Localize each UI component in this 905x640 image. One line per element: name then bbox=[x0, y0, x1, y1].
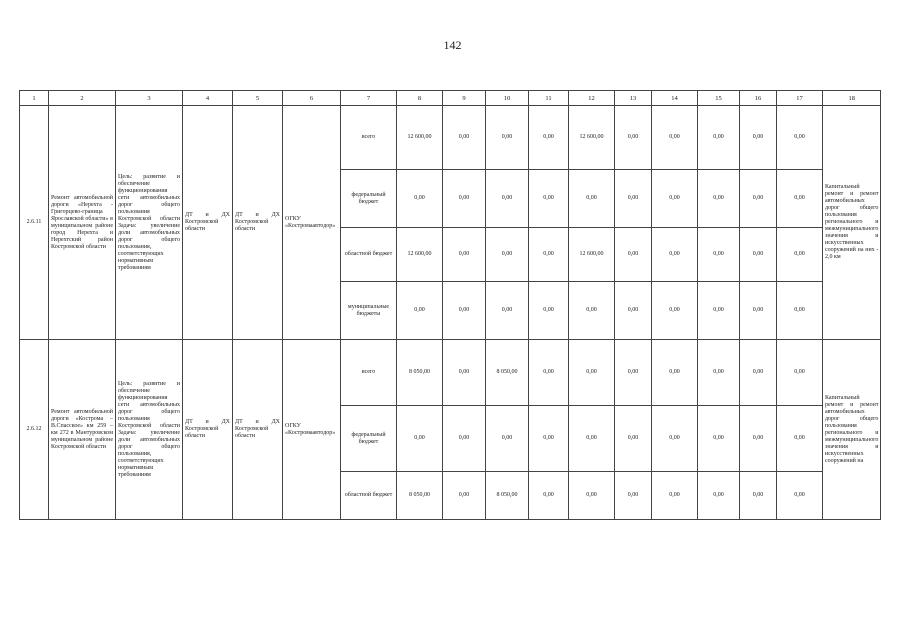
table-row bbox=[20, 340, 881, 406]
header-cell: 13 bbox=[615, 91, 652, 106]
expected-result: Капитальный ремонт и ремонт автомобильных дорог общего пользования регионального и межмуниципального значения и искусственных сооружений на bbox=[823, 340, 881, 520]
expected-result: Капитальный ремонт и ремонт автомобильных дорог общего пользования регионального и межмуниципального значения и искусственных сооружений на них - 2,0 км bbox=[823, 106, 881, 340]
value-cell: 0,00 bbox=[615, 406, 652, 472]
page-number: 142 bbox=[443, 38, 462, 52]
funding-source: федеральный бюджет bbox=[341, 406, 397, 472]
value-cell: 0,00 bbox=[569, 472, 615, 520]
value-cell: 0,00 bbox=[740, 340, 777, 406]
value-cell: 0,00 bbox=[777, 406, 823, 472]
value-cell: 0,00 bbox=[615, 228, 652, 282]
header-cell: 14 bbox=[652, 91, 698, 106]
value-cell: 8 050,00 bbox=[397, 472, 443, 520]
value-cell: 0,00 bbox=[740, 106, 777, 170]
value-cell: 0,00 bbox=[698, 106, 740, 170]
event-name: Ремонт автомобильной дороги «Кострома – В.Спасское» км 259 – км 272 в Мантуровском муниципальном районе Костромской области bbox=[49, 340, 116, 520]
table-row bbox=[20, 106, 881, 170]
header-cell: 10 bbox=[486, 91, 529, 106]
value-cell: 0,00 bbox=[652, 228, 698, 282]
program-table bbox=[19, 90, 881, 520]
header-cell: 9 bbox=[443, 91, 486, 106]
value-cell: 0,00 bbox=[652, 472, 698, 520]
funding-source: областной бюджет bbox=[341, 228, 397, 282]
participant: ОГКУ «Костромаавтодор» bbox=[283, 106, 341, 340]
co-executor: ДТ и ДХ Костромской области bbox=[233, 340, 283, 520]
value-cell: 0,00 bbox=[740, 472, 777, 520]
value-cell: 0,00 bbox=[529, 282, 569, 340]
value-cell: 0,00 bbox=[443, 472, 486, 520]
header-cell: 1 bbox=[20, 91, 49, 106]
value-cell: 0,00 bbox=[443, 340, 486, 406]
co-executor: ДТ и ДХ Костромской области bbox=[233, 106, 283, 340]
value-cell: 0,00 bbox=[740, 282, 777, 340]
header-cell: 17 bbox=[777, 91, 823, 106]
header-cell: 16 bbox=[740, 91, 777, 106]
value-cell: 0,00 bbox=[652, 170, 698, 228]
value-cell: 0,00 bbox=[486, 282, 529, 340]
value-cell: 0,00 bbox=[529, 228, 569, 282]
value-cell: 0,00 bbox=[777, 472, 823, 520]
value-cell: 0,00 bbox=[615, 282, 652, 340]
value-cell: 0,00 bbox=[777, 170, 823, 228]
funding-source: всего bbox=[341, 340, 397, 406]
responsible-executor: ДТ и ДХ Костромской области bbox=[183, 340, 233, 520]
value-cell: 8 050,00 bbox=[397, 340, 443, 406]
value-cell: 0,00 bbox=[698, 406, 740, 472]
funding-source: всего bbox=[341, 106, 397, 170]
value-cell: 0,00 bbox=[652, 282, 698, 340]
row-code: 2.6.12 bbox=[20, 340, 49, 520]
value-cell: 0,00 bbox=[740, 228, 777, 282]
value-cell: 0,00 bbox=[740, 406, 777, 472]
value-cell: 0,00 bbox=[698, 228, 740, 282]
value-cell: 0,00 bbox=[529, 406, 569, 472]
value-cell: 0,00 bbox=[777, 106, 823, 170]
value-cell: 0,00 bbox=[569, 406, 615, 472]
value-cell: 0,00 bbox=[397, 170, 443, 228]
value-cell: 0,00 bbox=[569, 170, 615, 228]
value-cell: 0,00 bbox=[529, 106, 569, 170]
value-cell: 0,00 bbox=[652, 340, 698, 406]
value-cell: 0,00 bbox=[486, 106, 529, 170]
funding-source: федеральный бюджет bbox=[341, 170, 397, 228]
value-cell: 0,00 bbox=[615, 472, 652, 520]
header-cell: 7 bbox=[341, 91, 397, 106]
header-cell: 18 bbox=[823, 91, 881, 106]
value-cell: 0,00 bbox=[443, 106, 486, 170]
header-cell: 12 bbox=[569, 91, 615, 106]
value-cell: 0,00 bbox=[486, 228, 529, 282]
value-cell: 0,00 bbox=[740, 170, 777, 228]
value-cell: 8 050,00 bbox=[486, 340, 529, 406]
value-cell: 12 600,00 bbox=[569, 106, 615, 170]
value-cell: 0,00 bbox=[615, 170, 652, 228]
event-goal: Цель: развитие и обеспечение функционирования сети автомобильных дорог общего пользования Костромской области Задача: увеличение доли автомобильных дорог общего пользования, соответствующих нормативным требованиям bbox=[116, 340, 183, 520]
value-cell: 0,00 bbox=[397, 282, 443, 340]
value-cell: 0,00 bbox=[443, 406, 486, 472]
value-cell: 0,00 bbox=[443, 228, 486, 282]
value-cell: 0,00 bbox=[698, 170, 740, 228]
value-cell: 0,00 bbox=[698, 282, 740, 340]
value-cell: 12 600,00 bbox=[569, 228, 615, 282]
value-cell: 0,00 bbox=[698, 472, 740, 520]
header-cell: 2 bbox=[49, 91, 116, 106]
value-cell: 0,00 bbox=[569, 340, 615, 406]
participant: ОГКУ «Костромаавтодор» bbox=[283, 340, 341, 520]
value-cell: 0,00 bbox=[698, 340, 740, 406]
funding-source: областной бюджет bbox=[341, 472, 397, 520]
header-row bbox=[20, 91, 881, 106]
value-cell: 0,00 bbox=[529, 170, 569, 228]
value-cell: 12 600,00 bbox=[397, 228, 443, 282]
value-cell: 8 050,00 bbox=[486, 472, 529, 520]
value-cell: 0,00 bbox=[529, 472, 569, 520]
header-cell: 5 bbox=[233, 91, 283, 106]
value-cell: 0,00 bbox=[615, 340, 652, 406]
value-cell: 0,00 bbox=[486, 406, 529, 472]
value-cell: 0,00 bbox=[652, 406, 698, 472]
value-cell: 0,00 bbox=[569, 282, 615, 340]
value-cell: 0,00 bbox=[777, 340, 823, 406]
header-cell: 4 bbox=[183, 91, 233, 106]
event-goal: Цель: развитие и обеспечение функционирования сети автомобильных дорог общего пользования Костромской области Задача: увеличение доли автомобильных дорог общего пользования, соответствующих нормативным требованиям bbox=[116, 106, 183, 340]
value-cell: 0,00 bbox=[529, 340, 569, 406]
value-cell: 0,00 bbox=[443, 282, 486, 340]
row-code: 2.6.11 bbox=[20, 106, 49, 340]
value-cell: 0,00 bbox=[486, 170, 529, 228]
header-cell: 6 bbox=[283, 91, 341, 106]
value-cell: 0,00 bbox=[652, 106, 698, 170]
header-cell: 15 bbox=[698, 91, 740, 106]
funding-source: муниципальные бюджеты bbox=[341, 282, 397, 340]
header-cell: 3 bbox=[116, 91, 183, 106]
event-name: Ремонт автомобильной дороги «Нерехта - Григорцево-граница Ярославской области» в муниципальном районе город Нерехта и Нерехтский район Костромской области bbox=[49, 106, 116, 340]
header-cell: 8 bbox=[397, 91, 443, 106]
value-cell: 0,00 bbox=[397, 406, 443, 472]
header-cell: 11 bbox=[529, 91, 569, 106]
value-cell: 0,00 bbox=[443, 170, 486, 228]
value-cell: 0,00 bbox=[777, 228, 823, 282]
responsible-executor: ДТ и ДХ Костромской области bbox=[183, 106, 233, 340]
value-cell: 0,00 bbox=[777, 282, 823, 340]
value-cell: 12 600,00 bbox=[397, 106, 443, 170]
value-cell: 0,00 bbox=[615, 106, 652, 170]
